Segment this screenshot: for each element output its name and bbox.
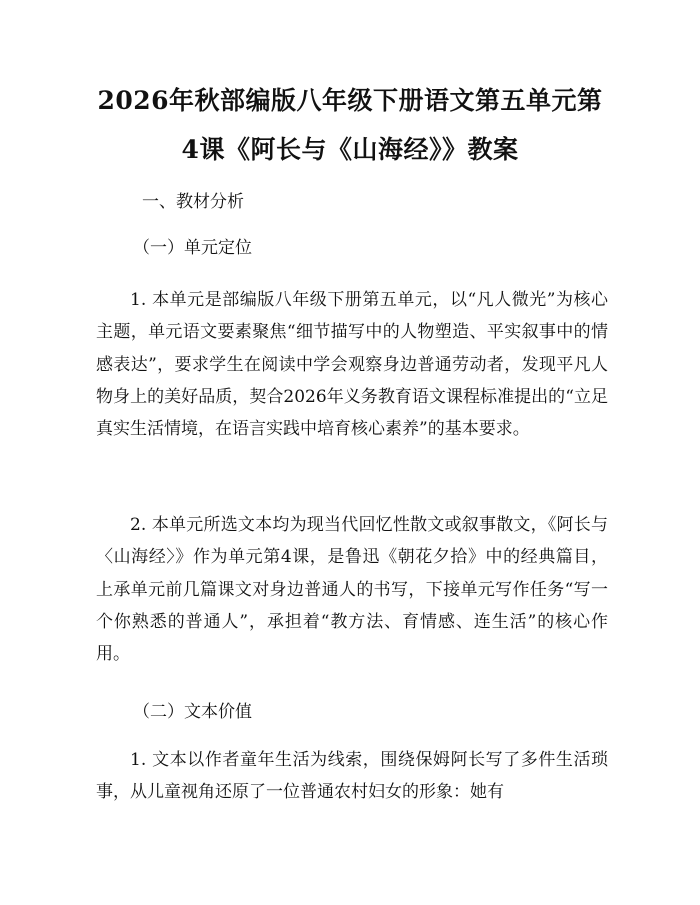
subsection-heading-text-value: （二）文本价值 xyxy=(133,702,252,722)
paragraph-unit-positioning-2: 2. 本单元所选文本均为现当代回忆性散文或叙事散文，《阿长与〈山海经〉》作为单元第4课，是鲁迅《朝花夕拾》中的经典篇目，上承单元前几篇课文对身边普通人的书写，下接单元写作任务“写一个你熟悉的普通人”，承担着“教方法、育情感、连生活”的核心作用。 xyxy=(96,515,608,665)
section-heading-teaching-material-analysis: 一、教材分析 xyxy=(142,192,244,212)
paragraph-text-value-1: 1. 文本以作者童年生活为线索，围绕保姆阿长写了多件生活琐事，从儿童视角还原了一位普通农村妇女的形象：她有 xyxy=(96,750,608,803)
subsection-heading-unit-positioning: （一）单元定位 xyxy=(133,238,252,258)
paragraph-unit-positioning-1: 1. 本单元是部编版八年级下册第五单元，以“凡人微光”为核心主题，单元语文要素聚焦“细节描写中的人物塑造、平实叙事中的情感表达”，要求学生在阅读中学会观察身边普通劳动者，发现平凡人物身上的美好品质，契合2026年义务教育语文课程标准提出的“立足真实生活情境，在语言实践中培育核心素养”的基本要求。 xyxy=(96,290,608,440)
document-title-line-1: 2026年秋部编版八年级下册语文第五单元第 xyxy=(97,86,603,115)
document-title-line-2: 4课《阿长与《山海经》》教案 xyxy=(181,135,519,164)
